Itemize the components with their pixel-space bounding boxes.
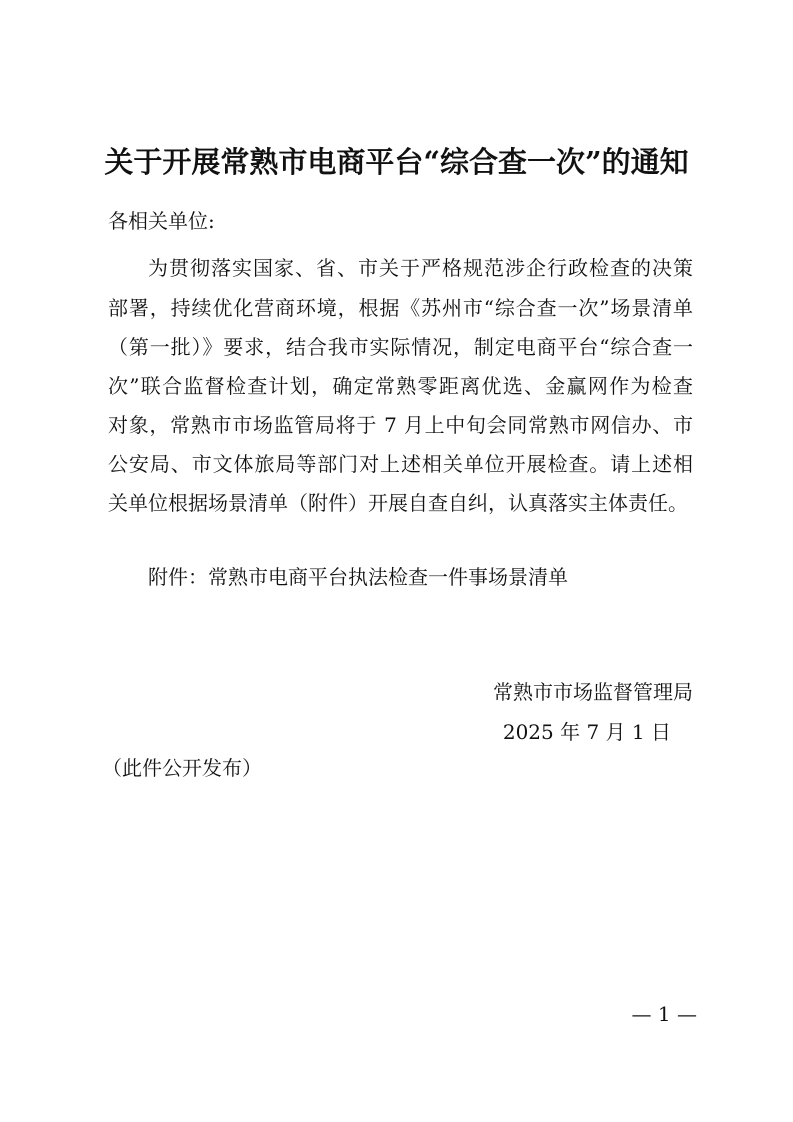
document-title: 关于开展常熟市电商平台“综合查一次”的通知 [104,145,689,179]
body-line: 对象，常熟市市场监管局将于 7 月上中旬会同常熟市网信办、市 [108,413,693,437]
issuer-name: 常熟市市场监督管理局 [493,680,693,704]
body-line: 为贯彻落实国家、省、市关于严格规范涉企行政检查的决策 [148,256,693,280]
body-line: 部署，持续优化营商环境，根据《苏州市“综合查一次”场景清单 [108,296,693,320]
body-line: 关单位根据场景清单（附件）开展自查自纠，认真落实主体责任。 [108,491,688,515]
salutation: 各相关单位: [108,209,215,233]
body-line: 次”联合监督检查计划，确定常熟零距离优选、金赢网作为检查 [108,374,693,398]
attachment-note: 附件：常熟市电商平台执法检查一件事场景清单 [148,565,568,589]
body-line: （第一批）》要求，结合我市实际情况，制定电商平台“综合查一 [108,335,693,359]
issue-date: 2025 年 7 月 1 日 [502,720,671,744]
body-line: 公安局、市文体旅局等部门对上述相关单位开展检查。请上述相 [108,452,693,476]
page-number: — 1 — [631,1002,697,1026]
public-release-note: （此件公开发布） [102,756,262,780]
